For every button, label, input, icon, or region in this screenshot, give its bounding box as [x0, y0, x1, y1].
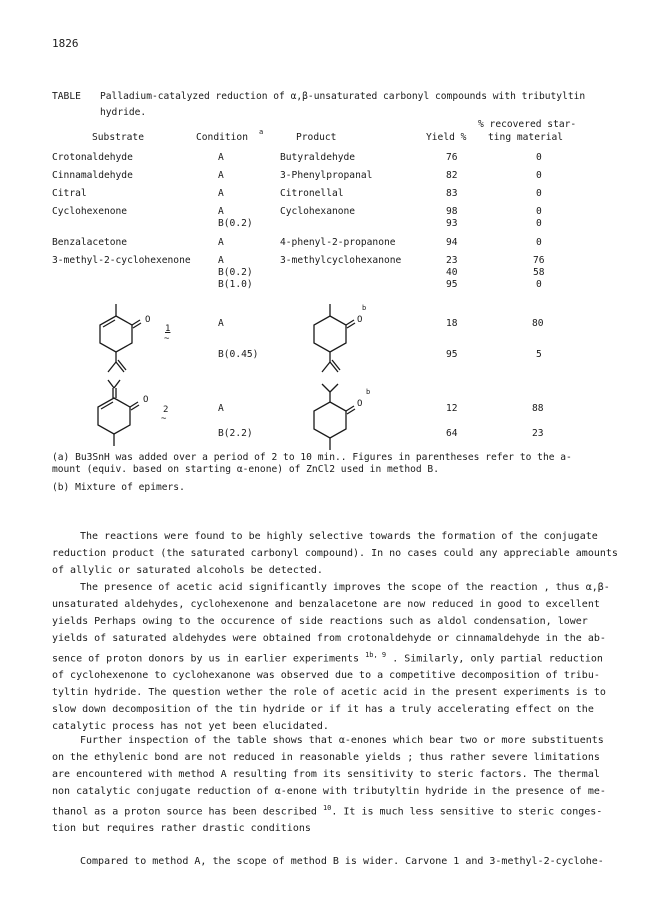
text-line	[52, 647, 612, 667]
footnote-a-continued: mount (equiv. based on starting α-enone) of ZnCl2 used in method B.	[52, 464, 439, 475]
text-line: The presence of acetic acid significantly improves the scope of the reaction , thus α,β-	[80, 582, 610, 593]
cell-yield: 40	[446, 267, 458, 278]
cell-recovered: 76	[533, 255, 545, 266]
cell-yield: 95	[446, 349, 458, 360]
cell-substrate: Cinnamaldehyde	[52, 170, 133, 181]
isopropyl-methylcyclohexanone-structure	[302, 382, 372, 456]
product-note: b	[362, 304, 367, 312]
footnote-b: (b) Mixture of epimers.	[52, 482, 185, 493]
header-yield: Yield %	[426, 132, 467, 143]
cell-condition: B(1.0)	[218, 279, 253, 290]
cell-condition: B(2.2)	[218, 428, 253, 439]
text-line	[52, 800, 612, 820]
compound-number: 2	[163, 405, 169, 415]
text-line: on the ethylenic bond are not reduced in reasonable yields ; thus rather severe limitations	[52, 752, 600, 763]
tilde-mark: ~	[164, 334, 170, 344]
text-line: non catalytic conjugate reduction of α-enone with tributyltin hydride in the presence of me-	[52, 786, 606, 797]
text-segment: . It is much less sensitive to steric conges-	[331, 806, 603, 818]
cell-product: 4-phenyl-2-propanone	[280, 237, 396, 248]
cell-recovered: 23	[532, 428, 544, 439]
text-line: of cyclohexenone to cyclohexanone was observed due to a competitive decomposition of tribu-	[52, 670, 600, 682]
cell-yield: 12	[446, 403, 458, 414]
cell-recovered: 0	[536, 170, 542, 181]
text-line: of allylic or saturated alcohols be detected.	[52, 565, 323, 576]
cell-recovered: 58	[533, 267, 545, 278]
cell-yield: 76	[446, 152, 458, 163]
table-label: TABLE	[52, 91, 81, 102]
cell-condition: A	[218, 237, 224, 248]
carbonyl-o-label: O	[145, 315, 151, 325]
cell-yield: 82	[446, 170, 458, 181]
cell-recovered: 5	[536, 349, 542, 360]
cell-condition: B(0.45)	[218, 349, 259, 360]
header-recovered-line1: % recovered star-	[478, 119, 577, 130]
tilde-mark: ~	[161, 414, 167, 424]
cell-substrate: Crotonaldehyde	[52, 152, 133, 163]
text-line: tion but requires rather drastic conditions	[52, 823, 311, 835]
text-segment: thanol as a proton source has been described	[52, 806, 317, 818]
text-line: Further inspection of the table shows that α-enones which bear two or more substituents	[80, 735, 604, 746]
cell-product: Citronellal	[280, 188, 344, 199]
header-recovered-line2: ting material	[488, 132, 564, 143]
cell-recovered: 0	[536, 188, 542, 199]
cell-yield: 18	[446, 318, 458, 329]
carbonyl-o-label: O	[143, 395, 149, 405]
cell-substrate: Cyclohexenone	[52, 206, 128, 217]
cell-yield: 64	[446, 428, 458, 439]
table-caption-line2: hydride.	[100, 107, 147, 118]
paragraph-2	[52, 579, 612, 735]
text-line: Compared to method A, the scope of method B is wider. Carvone 1 and 3-methyl-2-cyclohe-	[80, 856, 604, 867]
header-condition-note: a	[259, 128, 264, 136]
paragraph-1	[52, 528, 618, 579]
cell-substrate: Benzalacetone	[52, 237, 128, 248]
text-line: slow down decomposition of the tin hydride or if it has a truly accelerating effect on the	[52, 704, 594, 716]
paragraph-3	[52, 732, 612, 837]
footnote-a: (a) Bu3SnH was added over a period of 2 to 10 min.. Figures in parentheses refer to the a-	[52, 452, 572, 463]
cell-product: Butyraldehyde	[280, 152, 356, 163]
cell-recovered: 0	[536, 279, 542, 290]
cell-recovered: 0	[536, 237, 542, 248]
cell-recovered: 80	[532, 318, 544, 329]
cell-yield: 94	[446, 237, 458, 248]
cell-yield: 23	[446, 255, 458, 266]
header-product: Product	[296, 132, 337, 143]
table-caption-line1: Palladium-catalyzed reduction of α,β-unsaturated carbonyl compounds with tributyltin	[100, 91, 586, 102]
text-segment: sence of proton donors by us in earlier experiments	[52, 653, 360, 665]
compound-number: 1	[165, 324, 171, 334]
isopropylidene-methylcyclohexenone-structure	[86, 378, 158, 454]
text-line: reduction product (the saturated carbonyl compound). In no cases could any appreciable amounts	[52, 548, 618, 559]
product-note: b	[366, 388, 371, 396]
text-line: yields of saturated aldehydes were obtained from crotonaldehyde or cinnamaldehyde in the ab-	[52, 633, 606, 644]
text-line: catalytic process has not yet been elucidated.	[52, 721, 329, 733]
cell-condition: A	[218, 255, 224, 266]
cell-substrate: 3-methyl-2-cyclohexenone	[52, 255, 191, 266]
cell-product: 3-methylcyclohexanone	[280, 255, 402, 266]
citation-ref: 10	[322, 804, 332, 812]
cell-recovered: 0	[536, 152, 542, 163]
page-number: 1826	[52, 37, 79, 50]
text-segment: . Similarly, only partial reduction	[392, 653, 603, 665]
text-line: unsaturated aldehydes, cyclohexenone and benzalacetone are now reduced in good to excellent	[52, 599, 600, 610]
citation-ref: 1b, 9	[365, 651, 387, 659]
cell-recovered: 0	[536, 206, 542, 217]
cell-condition: A	[218, 403, 224, 414]
cell-condition: A	[218, 206, 224, 217]
cell-condition: B(0.2)	[218, 218, 253, 229]
cell-condition: A	[218, 318, 224, 329]
cell-recovered: 0	[536, 218, 542, 229]
text-line: tyltin hydride. The question wether the role of acetic acid in the present experiments is to	[52, 687, 606, 699]
cell-yield: 83	[446, 188, 458, 199]
carbonyl-o-label: O	[357, 315, 363, 325]
text-line: The reactions were found to be highly selective towards the formation of the conjugate	[80, 531, 598, 542]
cell-product: Cyclohexanone	[280, 206, 356, 217]
cell-yield: 95	[446, 279, 458, 290]
carvone-structure	[88, 300, 158, 378]
cell-substrate: Citral	[52, 188, 87, 199]
carbonyl-o-label: O	[357, 399, 363, 409]
cell-product: 3-Phenylpropanal	[280, 170, 373, 181]
header-substrate: Substrate	[92, 132, 144, 143]
paragraph-4	[52, 853, 612, 870]
text-line: yields Perhaps owing to the occurence of side reactions such as aldol condensation, lower	[52, 616, 588, 627]
cell-condition: A	[218, 188, 224, 199]
cell-recovered: 88	[532, 403, 544, 414]
text-line: are encountered with method A resulting from its sensitivity to steric factors. The thermal	[52, 769, 600, 780]
cell-condition: B(0.2)	[218, 267, 253, 278]
cell-yield: 93	[446, 218, 458, 229]
cell-yield: 98	[446, 206, 458, 217]
cell-condition: A	[218, 152, 224, 163]
header-condition: Condition	[196, 132, 248, 143]
cell-condition: A	[218, 170, 224, 181]
